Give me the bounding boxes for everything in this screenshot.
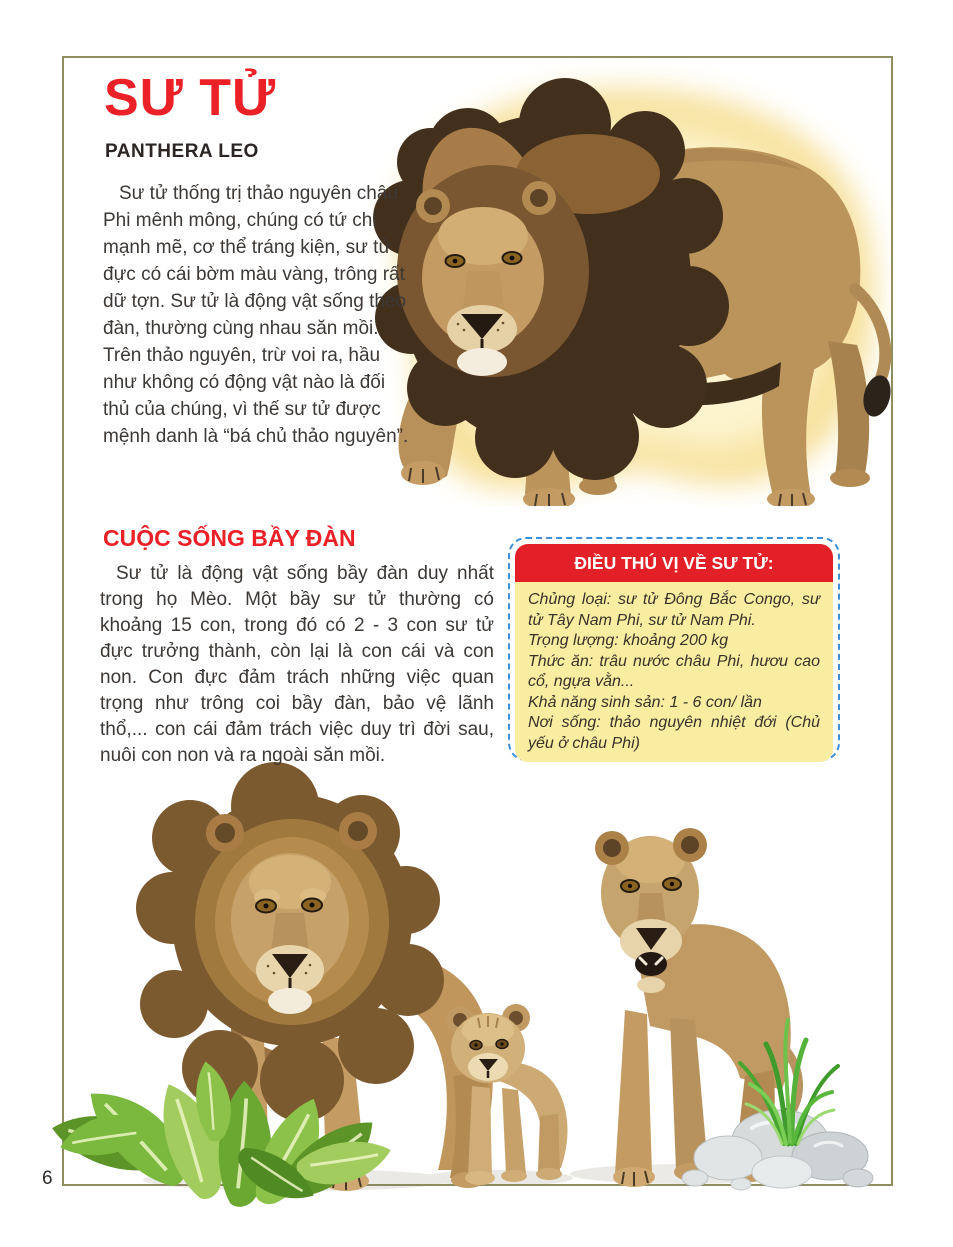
section-heading: CUỘC SỐNG BẦY ĐÀN — [103, 525, 356, 551]
page-number: 6 — [42, 1168, 53, 1189]
fact-weight: Trọng lượng: khoảng 200 kg — [528, 632, 729, 649]
fact-habitat: Nơi sống: thảo nguyên nhiệt đới (Chủ yếu ở châu Phi) — [528, 714, 820, 752]
fact-box-title: ĐIỀU THÚ VỊ VỀ SƯ TỬ: — [515, 544, 833, 582]
section-paragraph: Sư tử là động vật sống bầy đàn duy nhất trong họ Mèo. Một bầy sư tử thường có khoảng 15 con, trong đó có 2 - 3 con sư tử đực trưởng thành, còn lại là con cái và con non. Con đực đảm trách những việc quan trọng như trông coi bầy đàn, bảo vệ lãnh thổ,... con cái đảm trách việc duy trì đời sau, nuôi con non và ra ngoài săn mồi. — [100, 563, 494, 766]
fact-reproduction: Khả năng sinh sản: 1 - 6 con/ lần — [528, 693, 762, 711]
page-title: SƯ TỬ — [104, 69, 277, 127]
intro-paragraph: Sư tử thống trị thảo nguyên châu Phi mênh mông, chúng có tứ chi mạnh mẽ, cơ thể tráng kiện, sư tử đực có cái bờm màu vàng, trông rất dữ tợn. Sư tử là động vật sống theo đàn, thường cùng nhau săn mồi. Trên thảo nguyên, trừ voi ra, hầu như không có động vật nào là đối thủ của chúng, vì thế sư tử được mệnh danh là “bá chủ thảo nguyên”. — [103, 183, 409, 447]
fact-species: Chủng loại: sư tử Đông Bắc Congo, sư tử Tây Nam Phi, sư tử Nam Phi. — [528, 591, 820, 629]
fact-box-body — [515, 582, 833, 762]
fact-food: Thức ăn: trâu nước châu Phi, hươu cao cổ, ngựa vằn... — [528, 652, 820, 690]
lion-family-image — [40, 748, 893, 1226]
male-lion-walking-image — [333, 56, 891, 506]
fact-box — [508, 537, 840, 761]
scientific-name: PANTHERA LEO — [105, 141, 259, 162]
